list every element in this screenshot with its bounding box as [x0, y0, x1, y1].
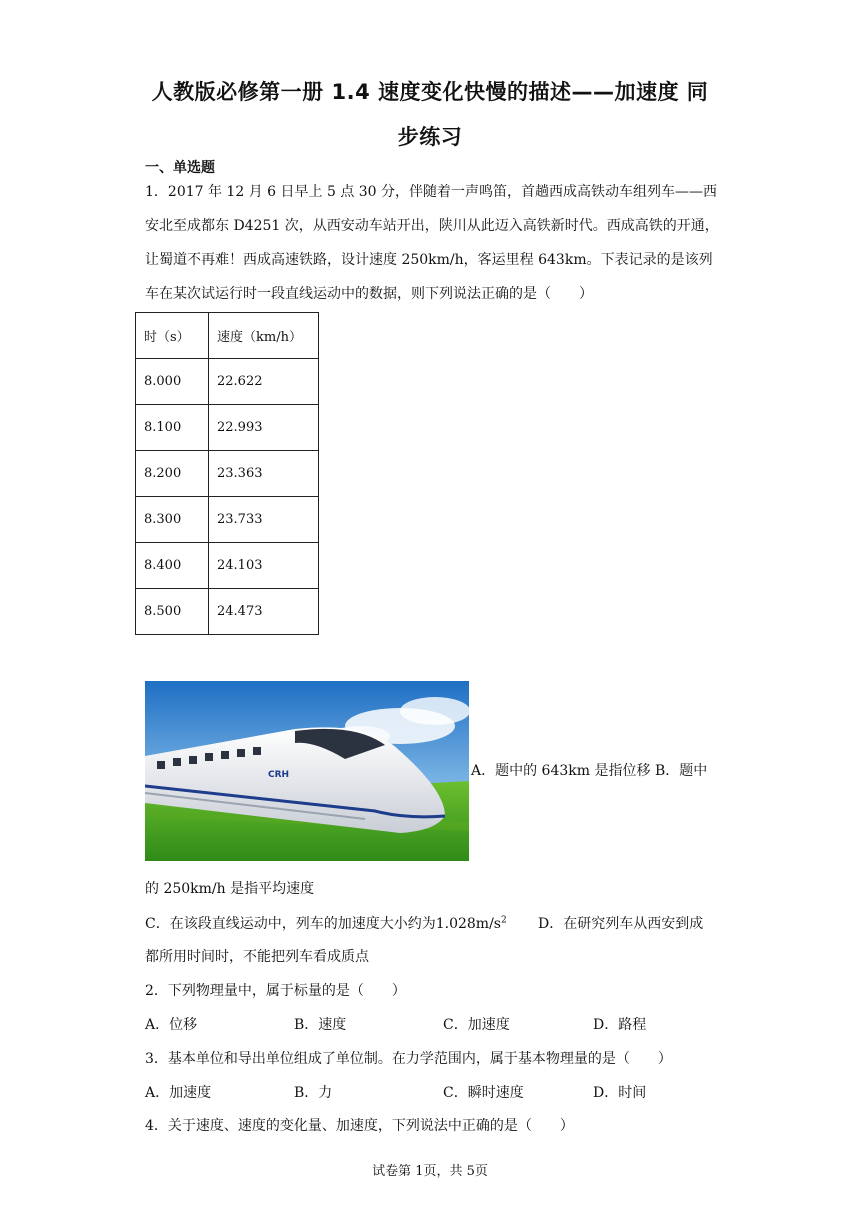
question-2-option-c: C．加速度	[443, 1017, 510, 1033]
question-1-stem: 1．2017 年 12 月 6 日早上 5 点 30 分，伴随着一声鸣笛，首趟西成高铁动车组列车——西安北至成都东 D4251 次，从西安动车站开出，陕川从此迈入高铁新时代。西成高铁的开通，让蜀道不再难！西成高速铁路，设计速度 250km/h，客运里程 643km。下表记录的是该列车在某次试运行时一段直线运动中的数据，则下列说法正确的是（ ）	[145, 184, 719, 302]
speed-table	[135, 312, 319, 635]
section-heading: 一、单选题	[145, 160, 215, 176]
table-cell: 8.200	[136, 451, 209, 497]
table-row	[136, 359, 319, 405]
table-cell: 22.622	[209, 359, 319, 405]
page-title-line2: 步练习	[397, 125, 463, 149]
table-header-row	[136, 313, 319, 359]
table-cell: 8.000	[136, 359, 209, 405]
question-3-option-c: C．瞬时速度	[443, 1085, 524, 1101]
option-c-text: C．在该段直线运动中，列车的加速度大小约为1.028m/s	[145, 916, 501, 932]
question-3-stem: 3．基本单位和导出单位组成了单位制。在力学范围内，属于基本物理量的是（ ）	[145, 1051, 672, 1067]
option-c-superscript: 2	[500, 915, 507, 926]
question-2-option-d: D．路程	[593, 1017, 647, 1033]
table-cell: 8.300	[136, 497, 209, 543]
question-1-option-c	[145, 913, 507, 933]
table-row	[136, 589, 319, 635]
table-cell: 22.993	[209, 405, 319, 451]
question-4-stem: 4．关于速度、速度的变化量、加速度，下列说法中正确的是（ ）	[145, 1118, 574, 1134]
table-cell: 8.400	[136, 543, 209, 589]
page-footer: 试卷第 1页，共 5页	[372, 1164, 488, 1179]
table-header: 速度（km/h）	[209, 313, 319, 359]
table-cell: 23.733	[209, 497, 319, 543]
question-3-option-d: D．时间	[593, 1085, 647, 1101]
question-3-option-b: B．力	[294, 1085, 333, 1101]
table-cell: 23.363	[209, 451, 319, 497]
question-1-option-d: D．在研究列车从西安到成	[538, 916, 704, 932]
table-row	[136, 497, 319, 543]
question-1-options-ab: A．题中的 643km 是指位移 B．题中	[471, 763, 708, 779]
table-row	[136, 543, 319, 589]
page-title-line1: 人教版必修第一册 1.4 速度变化快慢的描述——加速度 同	[151, 80, 709, 104]
table-cell: 8.100	[136, 405, 209, 451]
train-label: CRH	[268, 770, 290, 780]
question-2-stem: 2．下列物理量中，属于标量的是（ ）	[145, 983, 406, 999]
train-photo	[145, 681, 469, 861]
question-3-option-a: A．加速度	[145, 1085, 212, 1101]
table-header: 时（s）	[136, 313, 209, 359]
question-1-option-d-cont: 都所用时间时，不能把列车看成质点	[145, 949, 369, 965]
question-2-option-b: B．速度	[294, 1017, 347, 1033]
table-cell: 24.103	[209, 543, 319, 589]
table-row	[136, 451, 319, 497]
question-2-option-a: A．位移	[145, 1017, 198, 1033]
table-cell: 24.473	[209, 589, 319, 635]
question-1-option-b-cont: 的 250km/h 是指平均速度	[145, 881, 315, 897]
table-cell: 8.500	[136, 589, 209, 635]
table-row	[136, 405, 319, 451]
